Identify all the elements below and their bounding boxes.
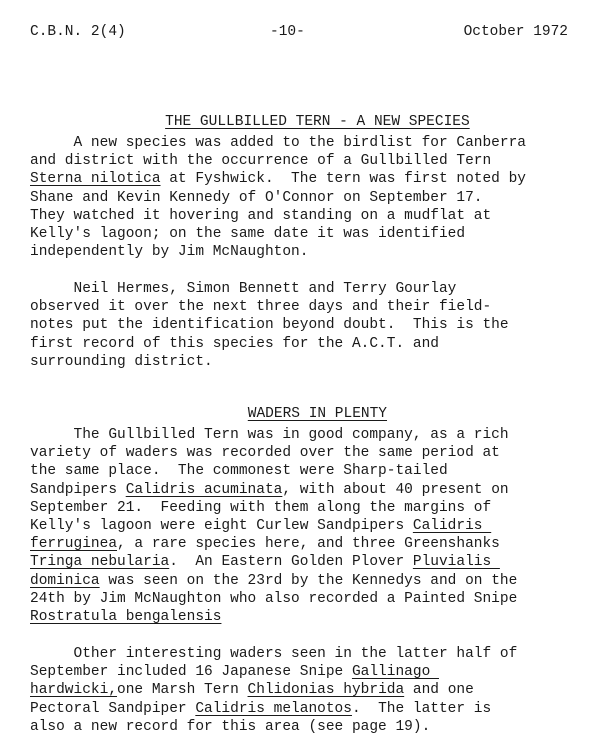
issue-date: October 1972 xyxy=(463,24,568,40)
species-name: hardwicki, xyxy=(30,682,118,699)
page-number: -10- xyxy=(270,24,305,40)
species-name: Calidris xyxy=(412,518,492,535)
species-name: Calidris melanotos xyxy=(195,700,352,717)
species-name: ferruginea xyxy=(30,536,118,553)
paragraph-tern-discovery: A new species was added to the birdlist for Canberra and district with the occurrence of a Gullbilled Tern Sterna nilotica at Fyshwick. The tern was first noted by Shane and Kevin Kennedy of O'Connor on September 17. They watched it hovering and standing on a mudflat at Kelly's lagoon; on the same date it was identified independently by Jim McNaughton. xyxy=(30,135,526,261)
paragraph-waders-list: The Gullbilled Tern was in good company, as a rich variety of waders was recorded over the same period at the same place. The commonest were Sharp-tailed Sandpipers Calidris acuminata, with about 40 present on September 21. Feeding with them along the margins of Kelly's lagoon were eight Curlew Sandpipers Calidris ferruginea, a rare species here, and three Greenshanks Tringa nebularia. An Eastern Golden Plover Pluvialis dominica was seen on the 23rd by the Kennedys and on the 24th by Jim McNaughton who also recorded a Painted Snipe Rostratula bengalensis xyxy=(30,427,518,626)
species-name: Rostratula bengalensis xyxy=(30,609,222,626)
page-header xyxy=(30,24,570,44)
species-name: Chlidonias hybrida xyxy=(247,682,405,699)
article-title-waders: WADERS IN PLENTY xyxy=(247,406,388,422)
journal-issue: C.B.N. 2(4) xyxy=(30,24,126,40)
species-name: Sterna nilotica xyxy=(30,171,161,188)
species-name: Calidris acuminata xyxy=(125,481,283,498)
article-title-gullbilled-tern: THE GULLBILLED TERN - A NEW SPECIES xyxy=(165,114,470,130)
species-name: dominica xyxy=(30,572,100,589)
species-name: Pluvialis xyxy=(412,554,500,571)
species-name: Gallinago xyxy=(351,664,439,681)
paragraph-tern-confirmation: Neil Hermes, Simon Bennett and Terry Gourlay observed it over the next three days and their field- notes put the identification beyond doubt. This is the first record of this species for the A.C.T. and surrounding district. xyxy=(30,281,509,370)
paragraph-other-waders: Other interesting waders seen in the latter half of September included 16 Japanese Snipe Gallinago hardwicki,one Marsh Tern Chlidonias hybrida and one Pectoral Sandpiper Calidris melanotos. The latter is also a new record for this area (see page 19). xyxy=(30,646,518,735)
species-name: Tringa nebularia xyxy=(30,554,170,571)
